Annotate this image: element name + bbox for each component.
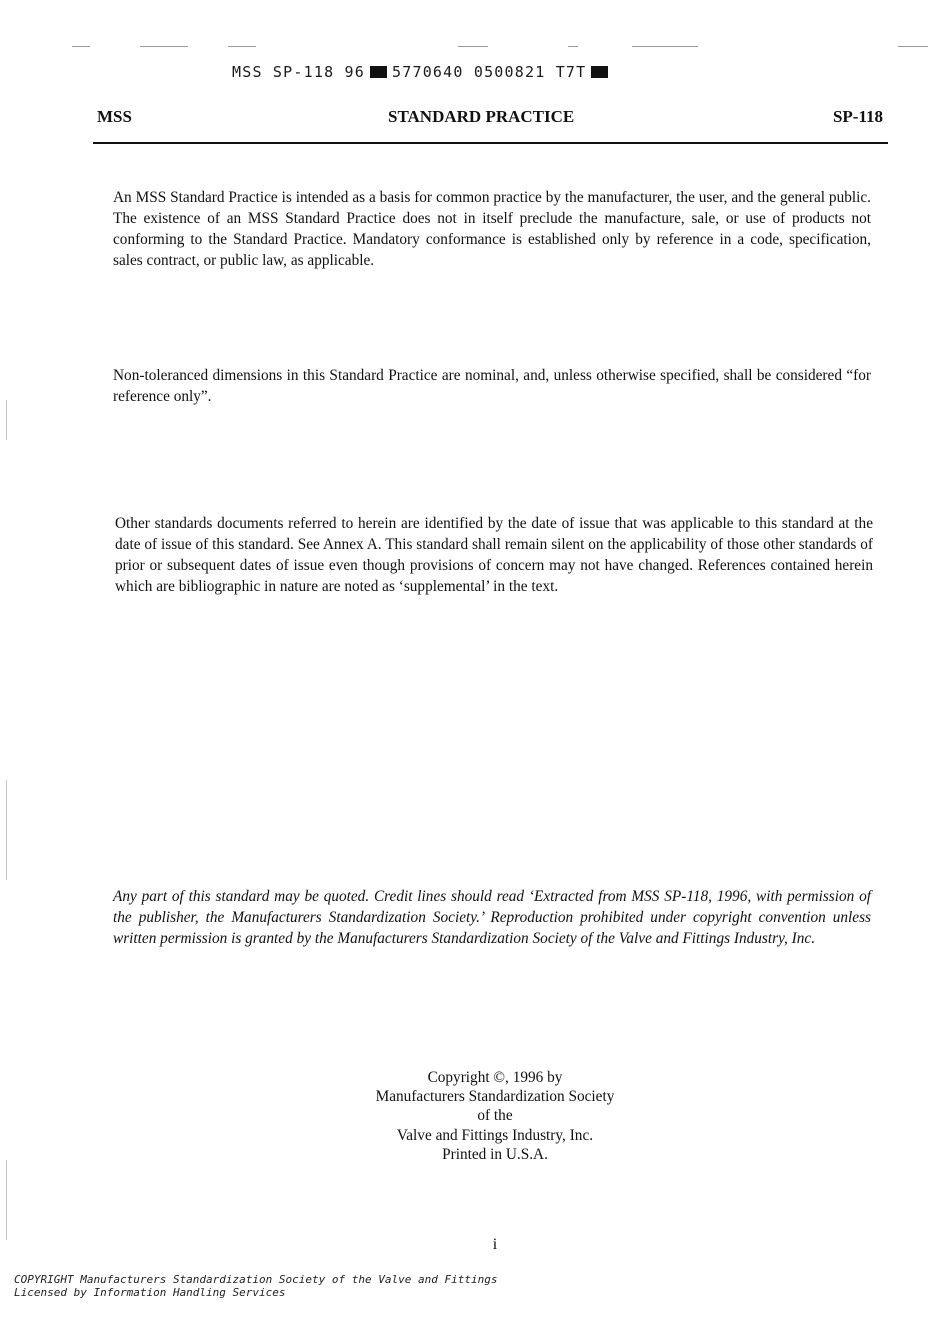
scan-artifact [898, 46, 928, 47]
scan-artifact [6, 780, 7, 880]
paragraph-quotation-notice: Any part of this standard may be quoted. Credit lines should read ‘Extracted from MSS SP-118, 1996, with permission of the publisher, the Manufacturers Standardization Society.’ Reproduction prohibited under copyright convention unless written permission is granted by the Manufacturers Standardization Society of the Valve and Fittings Industry, Inc. [113, 888, 871, 947]
scan-artifact [568, 46, 578, 47]
scan-code-block [591, 66, 608, 78]
header-doc-number: SP-118 [832, 107, 883, 126]
copyright-block [335, 1068, 655, 1164]
footer-line: Licensed by Information Handling Services [14, 1286, 286, 1299]
page-number: i [492, 1236, 498, 1253]
header-title: STANDARD PRACTICE [388, 107, 575, 126]
scan-artifact [72, 46, 90, 47]
scan-code-line [232, 63, 613, 81]
scan-code-part1: MSS SP-118 96 [232, 63, 365, 81]
scan-artifact [458, 46, 488, 47]
copyright-line: Copyright ©, 1996 by [427, 1069, 563, 1086]
scan-code-block [370, 66, 387, 78]
paragraph-non-toleranced: Non-toleranced dimensions in this Standard Practice are nominal, and, unless otherwise specified, shall be considered “for reference only”. [113, 367, 871, 405]
scan-artifact [228, 46, 256, 47]
copyright-line: Printed in U.S.A. [442, 1145, 548, 1163]
copyright-line: of the [477, 1107, 513, 1125]
scan-artifact [632, 46, 698, 47]
license-footer [14, 1273, 497, 1299]
scan-artifact [6, 1160, 7, 1240]
scan-artifact [6, 400, 7, 440]
header-rule [93, 142, 888, 144]
scan-artifact [140, 46, 188, 47]
copyright-line: Manufacturers Standardization Society [375, 1088, 615, 1106]
paragraph-intended-basis: An MSS Standard Practice is intended as a basis for common practice by the manufacturer, the user, and the general public. The existence of an MSS Standard Practice does not in itself preclude the manufacture, sale, or use of products not conforming to the Standard Practice. Mandatory conformance is established only by reference in a code, specification, sales contract, or public law, as applicable. [113, 189, 871, 269]
footer-line: COPYRIGHT Manufacturers Standardization Society of the Valve and Fittings [14, 1273, 498, 1286]
paragraph-other-standards: Other standards documents referred to herein are identified by the date of issue that was applicable to this standard at the date of issue of this standard. See Annex A. This standard shall remain silent on the applicability of those other standards of prior or subsequent dates of issue even though provisions of concern may not have changed. References contained herein which are bibliographic in nature are noted as ‘supplemental’ in the text. [115, 515, 873, 595]
header-org: MSS [97, 107, 132, 126]
scan-code-part2: 5770640 0500821 T7T [392, 63, 587, 81]
copyright-line: Valve and Fittings Industry, Inc. [396, 1126, 594, 1144]
